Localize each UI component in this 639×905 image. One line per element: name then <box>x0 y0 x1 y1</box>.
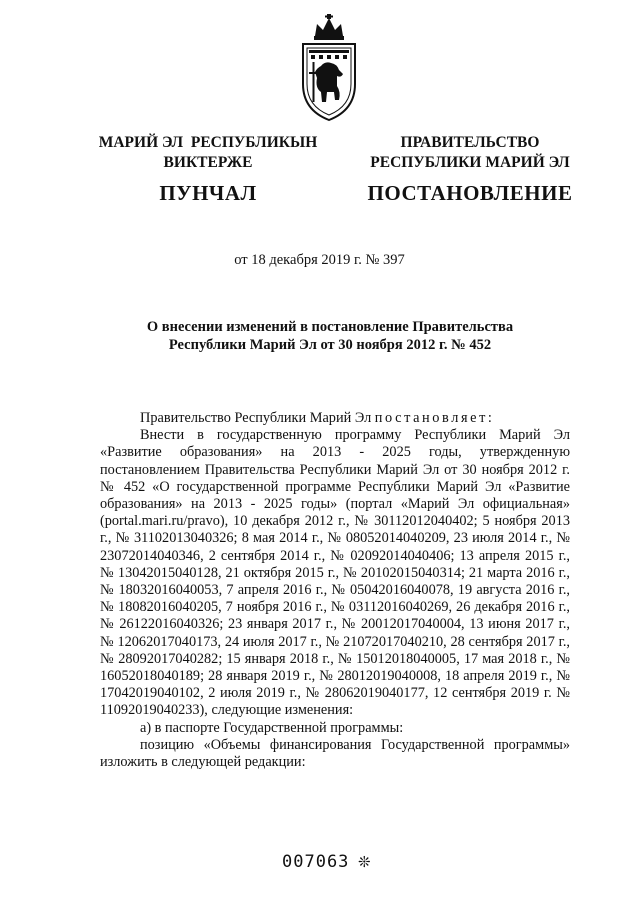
decree-paragraph-2: а) в паспорте Государственной программы: <box>140 719 404 736</box>
footer-star-mark-icon: ❊ <box>358 855 371 871</box>
header-left-doc-type: ПУНЧАЛ <box>159 181 257 205</box>
decree-preamble <box>100 410 570 427</box>
decree-subject: Правительство Республики Марий Эл <box>140 410 372 426</box>
decree-body <box>100 410 570 771</box>
header-right-line2: РЕСПУБЛИКИ МАРИЙ ЭЛ <box>370 154 570 171</box>
header-right-doc-type: ПОСТАНОВЛЕНИЕ <box>367 181 573 205</box>
form-serial-number: 007063 <box>282 852 350 872</box>
decree-paragraph-3: позицию «Объемы финансирования Государственной программы» изложить в следующей редакции: <box>100 736 570 771</box>
header-left-block <box>82 133 334 203</box>
decree-paragraph-1: Внести в государственную программу Республики Марий Эл «Развитие образования» на 2013 - 2025 годы, утвержденную постановлением Правительства Республики Марий Эл от 30 ноября 2012 г. № 452 «О государственной программе Республики Марий Эл «Развитие образования» на 2013 - 2025 годы» (портал «Марий Эл официальная» (portal.mari.ru/pravo), 10 декабря 2012 г., № 30112012040402; 5 ноября 2013 г., № 31102013040326; 8 мая 2014 г., № 08052014040209, 23 июля 2014 г., № 23072014040346, 2 сентября 2014 г., № 02092014040406; 13 апреля 2015 г., № 13042015040128, 21 октября 2015 г., № 20102015040314; 21 марта 2016 г., № 18032016040053, 7 апреля 2016 г., № 05042016040078, 19 августа 2016 г., № 18082016040205, 7 ноября 2016 г., № 03112016040269, 26 декабря 2016 г., № 26122016040326; 23 января 2017 г., № 20012017040004, 13 июня 2017 г., № 12062017040173, 24 июля 2017 г., № 21072017040210, 28 сентября 2017 г., № 28092017040282; 15 января 2018 г., № 15012018040005, 17 мая 2018 г., № 16052018040189; 28 января 2019 г., № 28012019040008, 18 апреля 2019 г., № 17042019040102, 2 июля 2019 г., № 28062019040177, 12 сентября 2019 г. № 11092019040233), следующие изменения: <box>100 427 570 719</box>
header-left-line1: МАРИЙ ЭЛ РЕСПУБЛИКЫН <box>98 134 318 151</box>
decree-verb: постановляет: <box>374 410 495 426</box>
header-right-block <box>345 133 595 203</box>
coat-of-arms-emblem <box>297 14 361 124</box>
header-right-line1: ПРАВИТЕЛЬСТВО <box>400 134 540 151</box>
header-left-line2: ВИКТЕРЖЕ <box>163 154 253 171</box>
decree-title-line2: Республики Марий Эл от 30 ноября 2012 г. № 452 <box>168 337 492 353</box>
decree-date-number: от 18 декабря 2019 г. № 397 <box>234 252 405 268</box>
decree-title-line1: О внесении изменений в постановление Правительства <box>146 319 514 335</box>
decree-title <box>100 318 560 354</box>
